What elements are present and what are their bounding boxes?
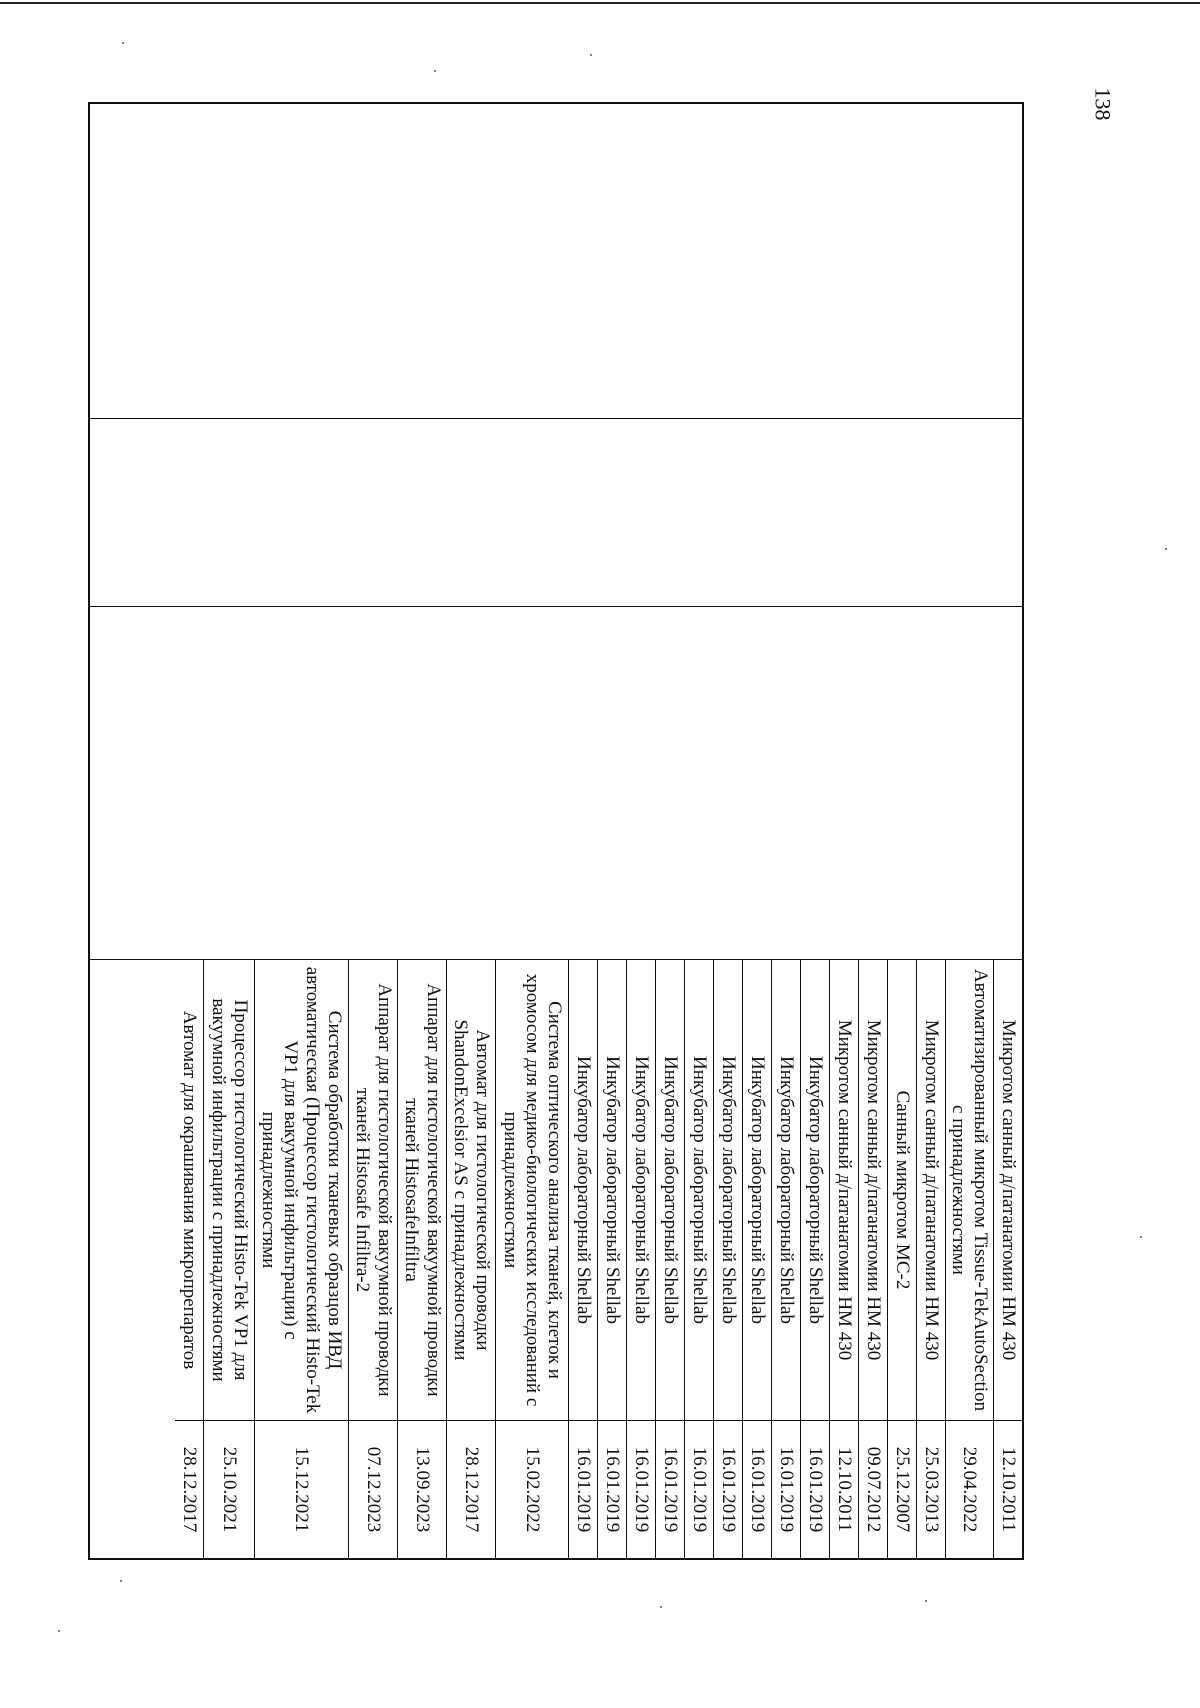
scan-top-edge xyxy=(0,2,1200,4)
date-cell: 28.12.2017 xyxy=(447,1420,495,1558)
date-cell: 16.01.2019 xyxy=(685,1420,713,1558)
scan-speck xyxy=(660,1606,662,1608)
date-cell: 15.12.2021 xyxy=(255,1420,348,1558)
scan-speck xyxy=(1165,548,1167,550)
date-cell: 07.12.2023 xyxy=(349,1420,397,1558)
table-row xyxy=(626,960,655,1558)
equipment-name-cell: Автомат для окрашивания микропрепаратов xyxy=(179,1010,200,1370)
table-row xyxy=(397,960,446,1558)
empty-column-1 xyxy=(90,104,1022,419)
date-cell: 16.01.2019 xyxy=(801,1420,829,1558)
scan-speck xyxy=(1140,1236,1142,1238)
table-row xyxy=(713,960,742,1558)
equipment-name-cell: Система оптического анализа тканей, клеток и хромосом для медико-биологических исследований с принадлежностями xyxy=(500,973,565,1407)
date-cell: 29.04.2022 xyxy=(946,1420,993,1558)
table-row xyxy=(203,960,254,1558)
empty-column-3 xyxy=(90,607,1022,960)
date-cell: 25.03.2013 xyxy=(917,1420,945,1558)
table-row xyxy=(858,960,887,1558)
table-row xyxy=(829,960,858,1558)
equipment-name-cell: Процессор гистологический Histo-Tek VP1 для вакуумной инфильтрации с принадлежностями xyxy=(208,998,251,1382)
table-row xyxy=(348,960,397,1558)
date-cell: 28.12.2017 xyxy=(175,1420,203,1558)
scan-speck xyxy=(434,70,436,72)
equipment-name-cell: Инкубатор лабораторный Shellab xyxy=(573,1056,594,1324)
equipment-name-cell: Аппарат для гистологической вакуумной проводки тканей HistosafeInfiltra xyxy=(401,983,444,1397)
table-row xyxy=(684,960,713,1558)
table-row xyxy=(771,960,800,1558)
date-cell: 16.01.2019 xyxy=(598,1420,626,1558)
equipment-name-cell: Автомат для гистологической проводки ShandonExcelsior AS с принадлежностями xyxy=(450,1019,493,1361)
table-row xyxy=(597,960,626,1558)
scan-speck xyxy=(120,1580,122,1582)
table-row xyxy=(800,960,829,1558)
equipment-name-cell: Инкубатор лабораторный Shellab xyxy=(602,1056,623,1324)
date-cell: 09.07.2012 xyxy=(859,1420,887,1558)
equipment-table-frame xyxy=(88,102,1024,1560)
equipment-name-cell: Аппарат для гистологической вакуумной проводки тканей Histosafe Infiltra-2 xyxy=(352,983,395,1397)
scan-speck xyxy=(925,1600,927,1602)
table-row xyxy=(568,960,597,1558)
equipment-name-cell: Микротом санный д/патанатомии НМ 430 xyxy=(863,1019,884,1361)
date-cell: 15.02.2022 xyxy=(496,1420,568,1558)
equipment-name-cell: Микротом санный д/патанатомии НМ 430 xyxy=(998,1019,1019,1361)
date-cell: 16.01.2019 xyxy=(772,1420,800,1558)
date-cell: 25.10.2021 xyxy=(204,1420,254,1558)
table-row xyxy=(945,960,993,1558)
equipment-name-cell: Инкубатор лабораторный Shellab xyxy=(689,1056,710,1324)
equipment-name-cell: Инкубатор лабораторный Shellab xyxy=(718,1056,739,1324)
table-row xyxy=(655,960,684,1558)
equipment-name-cell: Инкубатор лабораторный Shellab xyxy=(805,1056,826,1324)
date-cell: 16.01.2019 xyxy=(627,1420,655,1558)
table-row xyxy=(495,960,568,1558)
date-cell: 13.09.2023 xyxy=(398,1420,446,1558)
scan-speck xyxy=(122,42,124,44)
table-row xyxy=(742,960,771,1558)
date-cell: 25.12.2007 xyxy=(888,1420,916,1558)
table-row xyxy=(993,960,1022,1558)
table-row xyxy=(916,960,945,1558)
table-row xyxy=(446,960,495,1558)
table-row xyxy=(887,960,916,1558)
equipment-name-cell: Микротом санный д/патанатомии НМ 430 xyxy=(921,1019,942,1361)
equipment-name-cell: Инкубатор лабораторный Shellab xyxy=(776,1056,797,1324)
date-cell: 12.10.2011 xyxy=(830,1420,858,1558)
table-row xyxy=(175,960,203,1558)
equipment-name-cell: Микротом санный д/патанатомии НМ 430 xyxy=(834,1019,855,1361)
equipment-name-cell: Система обработки тканевых образцов ИВД автоматическая (Процессор гистологический Histo-Tek VP1 для вакуумной инфильтрации) с принадлежностями xyxy=(258,966,346,1414)
page-number: 138 xyxy=(1090,87,1115,121)
equipment-name-cell: Инкубатор лабораторный Shellab xyxy=(747,1056,768,1324)
equipment-name-cell: Инкубатор лабораторный Shellab xyxy=(631,1056,652,1324)
equipment-table xyxy=(88,102,1024,1560)
scan-speck xyxy=(58,1630,60,1632)
equipment-name-cell: Инкубатор лабораторный Shellab xyxy=(660,1056,681,1324)
date-cell: 16.01.2019 xyxy=(743,1420,771,1558)
equipment-name-cell: Санный микротом МС-2 xyxy=(892,1090,913,1290)
table-row xyxy=(254,960,348,1558)
date-cell: 16.01.2019 xyxy=(714,1420,742,1558)
date-cell: 12.10.2011 xyxy=(994,1420,1022,1558)
equipment-name-cell: Автоматизированный микротом Tissue-TekAutoSection с принадлежностями xyxy=(948,968,992,1412)
empty-column-2 xyxy=(90,419,1022,607)
scan-speck xyxy=(590,54,592,56)
date-cell: 16.01.2019 xyxy=(656,1420,684,1558)
date-cell: 16.01.2019 xyxy=(569,1420,597,1558)
